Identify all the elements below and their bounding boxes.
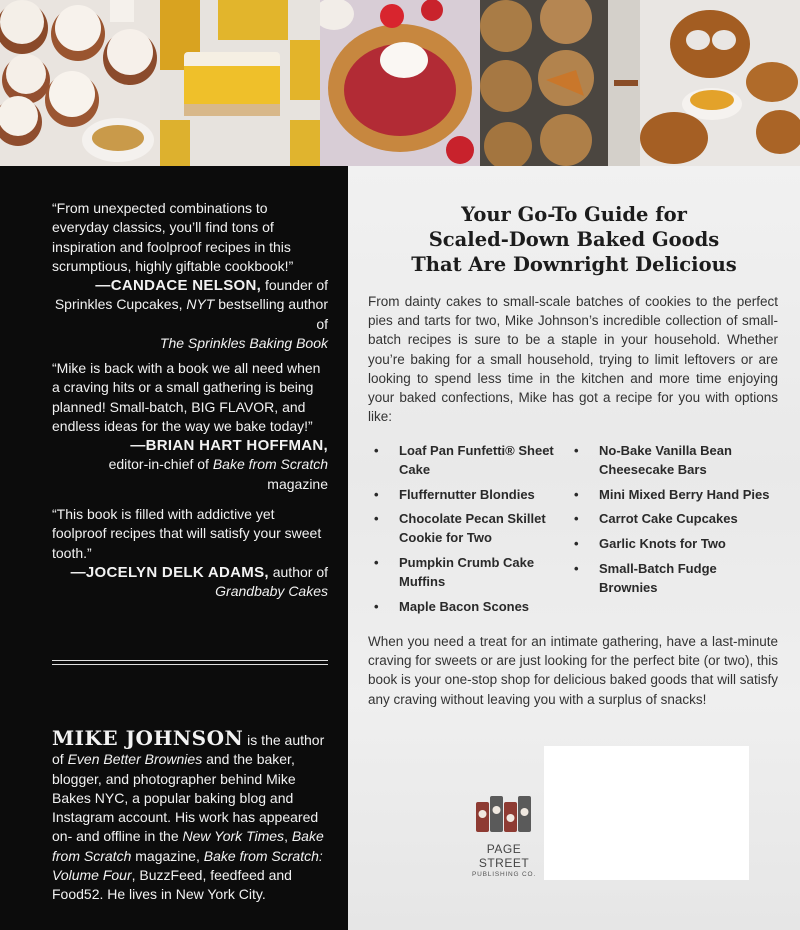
recipe-item: • Maple Bacon Scones (372, 598, 572, 617)
testimonial-2-name: —BRIAN HART HOFFMAN, (130, 437, 328, 455)
recipe-list-right (572, 442, 772, 604)
bullet-icon: • (374, 598, 379, 614)
testimonial-1-text: “From unexpected combinations to everyday classics, you’ll find tons of inspiration and foolproof recipes in this scrumptious, highly giftable cookbook!” (52, 200, 294, 274)
closing-paragraph: When you need a treat for an intimate gathering, have a last-minute craving for sweets or are just looking for the perfect bite (or two), this book is your one-stop shop for delicious baked goods that will satisfy any craving without leaving you with a surplus of snacks! (368, 634, 778, 707)
recipe-item: • Garlic Knots for Two (572, 535, 772, 554)
intro-paragraph: From dainty cakes to small-scale batches of cookies to the perfect pies and tarts for two, Mike Johnson’s incredible collection of small-batch recipes is sure to be a staple in your household. Whether you’re baking for a small household, trying to limit leftovers or are looking to spend less time in the kitchen and more time enjoying your baked confections, Mike has got a recipe for you with options like: (368, 294, 778, 425)
recipe-list-left (372, 442, 572, 622)
barcode-area (544, 746, 749, 880)
publisher-name: PAGE STREET (478, 842, 530, 870)
publisher-logo (466, 792, 542, 882)
bullet-icon: • (374, 443, 379, 458)
double-rule-divider (52, 660, 328, 665)
back-cover-left-panel (0, 166, 348, 930)
publisher-logo-icon (474, 792, 534, 840)
recipe-item: • Carrot Cake Cupcakes (572, 510, 772, 529)
back-cover-right-panel (348, 166, 800, 930)
testimonial-2 (52, 359, 328, 494)
publisher-subname: PUBLISHING CO. (472, 871, 536, 878)
testimonial-3-name: —JOCELYN DELK ADAMS, (70, 563, 269, 581)
recipe-item: • No-Bake Vanilla Bean Cheesecake Bars (574, 443, 732, 477)
soft-pretzels-photo (640, 0, 800, 166)
bullet-icon: • (574, 536, 579, 552)
bullet-icon: • (574, 511, 579, 527)
testimonial-3 (52, 505, 328, 601)
bullet-icon: • (574, 560, 579, 576)
author-bio: MIKE JOHNSON is the author of Even Better Brownies and the baker, blogger, and photographer behind Mike Bakes NYC, a popular baking blog and Instagram account. His work has appeared on- and offline in the New York Times, Bake from Scratch magazine, Bake from Scratch: Volume Four, BuzzFeed, feedfeed and Food52. He lives in New York City. (52, 726, 325, 903)
author-name: MIKE JOHNSON (52, 726, 244, 750)
recipe-item: • Pumpkin Crumb Cake Muffins (374, 554, 535, 589)
bullet-icon: • (374, 511, 379, 527)
testimonial-2-attribution: —BRIAN HART HOFFMAN, editor-in-chief of Bake from Scratch magazine (108, 437, 328, 492)
testimonial-1 (52, 199, 328, 353)
bullet-icon: • (374, 486, 379, 502)
testimonial-1-name: —CANDACE NELSON, (95, 277, 262, 295)
headline: Your Go-To Guide for Scaled-Down Baked Goods That Are Downright Delicious (411, 203, 737, 276)
recipe-item: • Mini Mixed Berry Hand Pies (572, 486, 772, 505)
recipe-item: • Fluffernutter Blondies (372, 486, 572, 505)
lemon-bars-photo (160, 0, 320, 166)
bullet-icon: • (574, 486, 579, 502)
bullet-icon: • (374, 554, 379, 570)
photo-strip (0, 0, 800, 166)
berry-galette-photo (320, 0, 480, 166)
testimonial-3-text: “This book is filled with addictive yet foolproof recipes that will satisfy your sweet tooth.” (52, 506, 322, 561)
testimonial-1-attribution: —CANDACE NELSON, founder of Sprinkles Cupcakes, NYT bestselling author of The Sprinkles Baking Book (54, 277, 328, 352)
testimonial-3-attribution: —JOCELYN DELK ADAMS, author of Grandbaby Cakes (70, 563, 328, 600)
recipe-item: • Loaf Pan Funfetti® Sheet Cake (374, 443, 554, 477)
cinnamon-rolls-photo (0, 0, 160, 166)
testimonial-2-text: “Mike is back with a book we all need when a craving hits or a small gathering is being planned! Small-batch, BIG FLAVOR, and endless ideas for the way we bake today!” (52, 360, 321, 434)
bullet-icon: • (574, 443, 579, 458)
recipe-item: • Chocolate Pecan Skillet Cookie for Two (374, 511, 546, 546)
recipe-item: • Small-Batch Fudge Brownies (574, 560, 717, 595)
crumb-muffins-photo (480, 0, 640, 166)
